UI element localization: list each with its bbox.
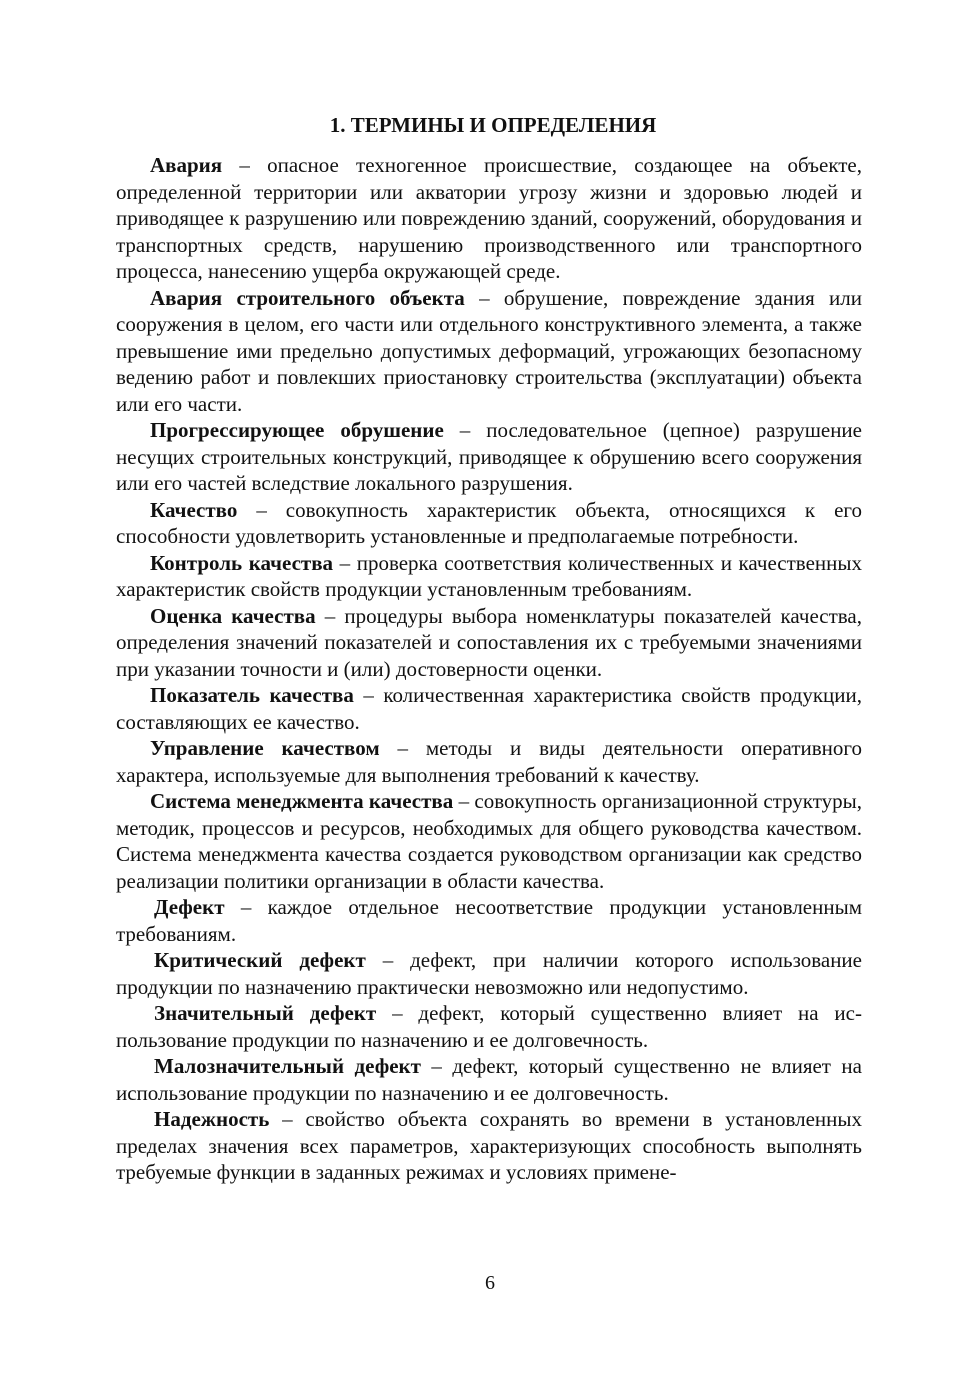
- definition-entry: [116, 603, 862, 683]
- definition-entry: [116, 1106, 862, 1186]
- term: Система менеджмента качества: [150, 789, 454, 813]
- term: Авария строительного объекта: [150, 285, 465, 310]
- term: Дефект: [154, 895, 225, 919]
- document-page: [116, 110, 862, 1186]
- definition-entry: [116, 497, 862, 550]
- term: Авария: [150, 153, 223, 177]
- definition-entry: [116, 947, 862, 1000]
- definition: – последовательное (цепное) разрушение несущих строительных конструкций, приводящее к обрушению всего сооружения или его частей вследствие локального разрушения.: [116, 418, 862, 495]
- definition-entry: [116, 682, 862, 735]
- definition-entry: [116, 1053, 862, 1106]
- definition: – процедуры выбора номенклатуры показателей качества, определения значений показателей и сопоставления их с требуемыми значениями при указании точности и (или) достоверности оценки.: [116, 603, 862, 681]
- term: Критический дефект: [154, 948, 366, 972]
- definition: – методы и виды деятельности оперативного характера, используемые для выполнения требований к качеству.: [116, 736, 862, 787]
- definition-entry: [116, 735, 862, 788]
- term: Надежность: [154, 1107, 270, 1131]
- definition-entry: [116, 417, 862, 497]
- term: Оценка качества: [150, 603, 316, 628]
- definition: – дефект, при наличии которого использование продукции по назначению практически невозможно или недопустимо.: [116, 948, 862, 999]
- definition: – количественная характеристика свойств продукции, составляющих ее качество.: [116, 683, 863, 734]
- definition-entry: [116, 285, 862, 418]
- definition: – свойство объекта сохранять во времени в установленных пределах значения всех параметров, характеризующих способность выполнять требуемые функции в заданных режимах и условиях примене-: [116, 1107, 862, 1184]
- definition-entry: [116, 550, 862, 603]
- definition-entry: [116, 1000, 862, 1053]
- definition: – дефект, который существенно не влияет на использование продукции по назначению и ее долговечность.: [116, 1054, 862, 1105]
- definition: – дефект, который существенно влияет на использование продукции по назначению и ее долговечность.: [116, 1001, 862, 1052]
- definition-entry: [116, 788, 862, 894]
- section-heading: 1. ТЕРМИНЫ И ОПРЕДЕЛЕНИЯ: [329, 113, 657, 137]
- definition-entry: [116, 894, 862, 947]
- definition: – каждое отдельное несоответствие продукции установленным требованиям.: [116, 895, 862, 946]
- definition: – опасное техногенное происшествие, создающее на объекте, определенной территории или акватории угрозу жизни и здоровью людей и приводящее к разрушению или повреждению зданий, сооружений, оборудования и транспортных средств, нарушению производственного или транспортного процесса, нанесению ущерба окружающей среде.: [116, 153, 862, 283]
- term: Значительный дефект: [154, 1001, 377, 1025]
- definition: – совокупность организационной структуры, методик, процессов и ресурсов, необходимых для общего руководства качеством. Система менеджмента качества создается руководством организации как средство реализации политики организации в области качества.: [116, 789, 862, 893]
- term: Контроль качества: [150, 550, 334, 575]
- term: Показатель качества: [150, 683, 354, 707]
- page-number: 6: [485, 1272, 495, 1294]
- definition: – проверка соответствия количественных и качественных характеристик свойств продукции установленным требованиям.: [116, 550, 862, 601]
- term: Качество: [150, 497, 238, 522]
- definition: – совокупность характеристик объекта, относящихся к его способности удовлетворить установленные и предполагаемые потребности.: [116, 497, 862, 548]
- term: Прогрессирующее обрушение: [150, 418, 444, 442]
- definition-entry: [116, 152, 862, 285]
- term: Малозначительный дефект: [154, 1054, 421, 1078]
- term: Управление качеством: [150, 736, 380, 760]
- definition: – обрушение, повреждение здания или сооружения в целом, его части или отдельного конструктивного элемента, а также превышение ими предельно допустимых деформаций, угрожающих безопасному ведению работ и повлекших приостановку строительства (эксплуатации) объекта или его части.: [116, 285, 862, 416]
